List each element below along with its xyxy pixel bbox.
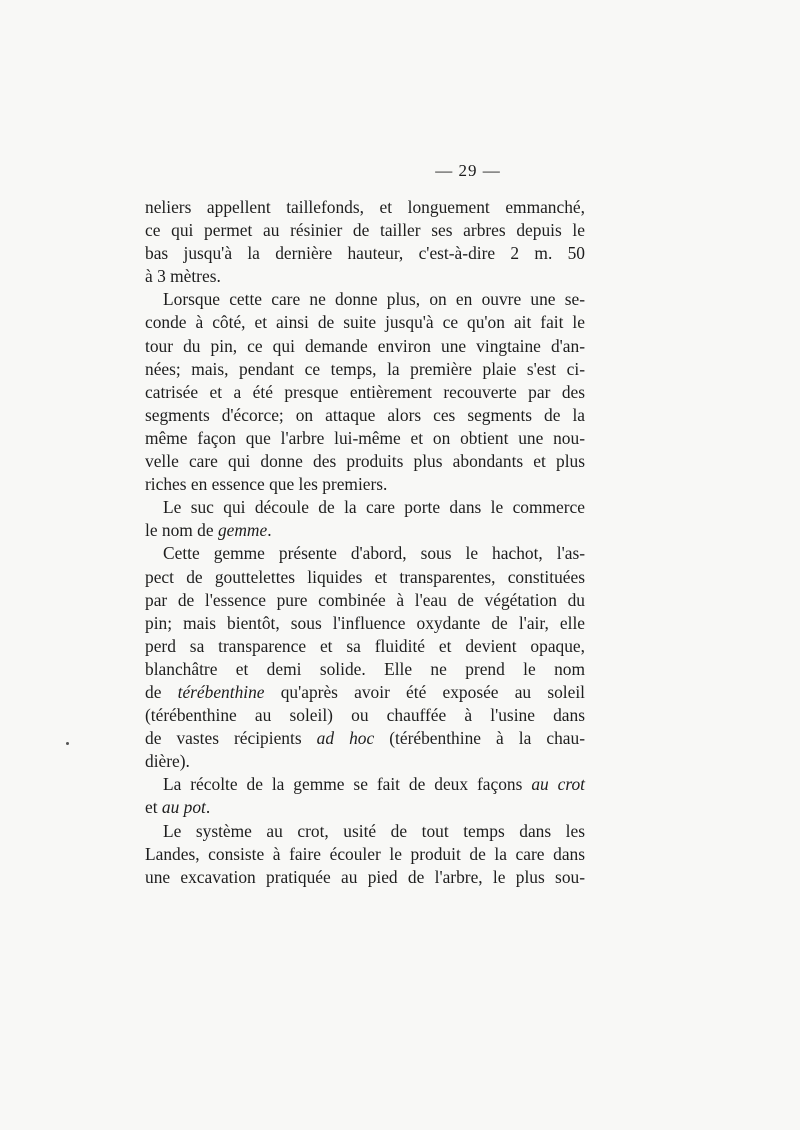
text-line: une excavation pratiquée au pied de l'arbre, le plus sou- <box>145 866 585 887</box>
paragraph-5 <box>145 773 585 819</box>
text-line: Landes, consiste à faire écouler le produit de la care dans <box>145 843 585 864</box>
italic-term: gemme <box>217 520 268 541</box>
italic-term: au pot <box>161 797 206 818</box>
italic-term: ad hoc <box>316 728 375 749</box>
paragraph-6 <box>145 820 585 889</box>
text-fragment: et <box>145 797 162 818</box>
paragraph-2 <box>145 288 585 496</box>
body-text <box>145 196 585 889</box>
text-line: nées; mais, pendant ce temps, la première plaie s'est ci- <box>145 358 585 379</box>
text-line: à 3 mètres. <box>145 266 221 287</box>
text-line: pect de gouttelettes liquides et transparentes, constituées <box>145 566 585 587</box>
paragraph-3 <box>145 496 585 542</box>
text-line: Cette gemme présente d'abord, sous le hachot, l'as- <box>163 543 585 564</box>
text-fragment: de vastes récipients <box>145 728 317 749</box>
paper-speck <box>66 742 69 745</box>
text-line: Lorsque cette care ne donne plus, on en ouvre une se- <box>163 289 585 310</box>
text-fragment: . <box>205 797 211 818</box>
text-line: perd sa transparence et sa fluidité et devient opaque, <box>145 635 585 656</box>
paragraph-4 <box>145 542 585 773</box>
text-line: Le système au crot, usité de tout temps dans les <box>163 820 585 841</box>
text-line: dière). <box>145 751 190 772</box>
text-line <box>145 519 585 542</box>
text-line: segments d'écorce; on attaque alors ces segments de la <box>145 404 585 425</box>
text-line: pin; mais bientôt, sous l'influence oxydante de l'air, elle <box>145 612 585 633</box>
text-fragment: (térébenthine à la chau- <box>374 728 585 749</box>
text-fragment: La récolte de la gemme se fait de deux façons <box>163 774 532 795</box>
text-line: blanchâtre et demi solide. Elle ne prend le nom <box>145 658 585 679</box>
text-line: Le suc qui découle de la care porte dans le commerce <box>163 497 585 518</box>
text-line: ce qui permet au résinier de tailler ses arbres depuis le <box>145 220 585 241</box>
text-line: par de l'essence pure combinée à l'eau de végétation du <box>145 589 585 610</box>
text-fragment: de <box>145 681 178 702</box>
text-line <box>145 773 585 796</box>
text-line <box>145 727 585 750</box>
text-line <box>145 681 585 704</box>
text-line: neliers appellent taillefonds, et longuement emmanché, <box>145 197 585 217</box>
text-line: (térébenthine au soleil) ou chauffée à l'usine dans <box>145 705 585 726</box>
text-fragment: . <box>267 520 272 541</box>
text-line: tour du pin, ce qui demande environ une vingtaine d'an- <box>145 335 585 356</box>
text-line: même façon que l'arbre lui-même et on obtient une nou- <box>145 427 585 448</box>
paragraph-1 <box>145 196 585 288</box>
page-number: — 29 — <box>435 161 501 180</box>
text-line: velle care qui donne des produits plus abondants et plus <box>145 451 585 472</box>
text-line: riches en essence que les premiers. <box>145 474 388 495</box>
italic-term: térébenthine <box>177 681 265 702</box>
text-line: bas jusqu'à la dernière hauteur, c'est-à-dire 2 m. 50 <box>145 243 585 264</box>
text-line: conde à côté, et ainsi de suite jusqu'à ce qu'on ait fait le <box>145 312 585 333</box>
text-line: catrisée et a été presque entièrement recouverte par des <box>145 381 585 402</box>
text-line <box>145 796 585 819</box>
text-fragment: le nom de <box>145 520 218 541</box>
text-fragment: qu'après avoir été exposée au soleil <box>264 681 585 702</box>
italic-term: au crot <box>531 774 585 795</box>
